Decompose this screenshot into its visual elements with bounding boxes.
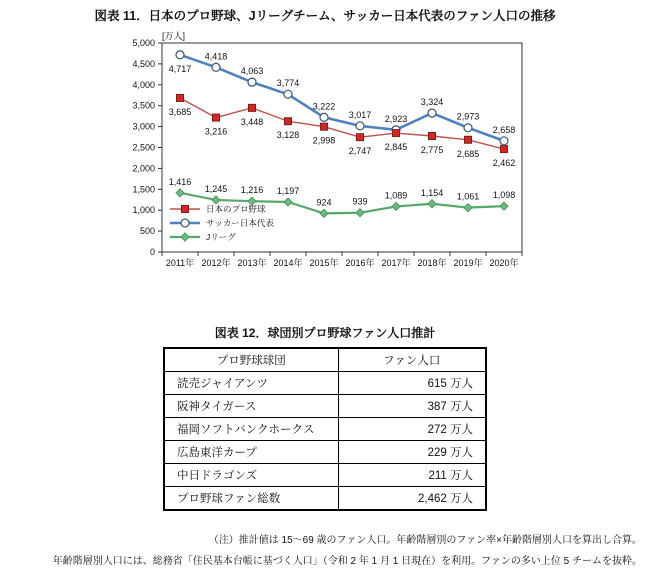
x-tick-label: 2016年: [345, 258, 375, 268]
data-point-marker: [429, 133, 436, 140]
footnote-line2: 年齢階層別人口には、総務省「住民基本台帳に基づく人口」（令和 2 年 1 月 1 日現在）を利用。ファンの多い上位 5 チームを抜粋。: [52, 556, 642, 567]
data-point-label: 2,998: [312, 135, 336, 146]
team-cell: 中日ドラゴンズ: [164, 464, 338, 487]
data-point-label: 1,197: [276, 185, 300, 196]
y-tick-label: 5,000: [132, 38, 155, 48]
data-point-label: 3,017: [348, 109, 372, 120]
data-point-label: 4,717: [168, 63, 192, 74]
data-point-marker: [357, 134, 364, 141]
legend-label: サッカー日本代表: [206, 218, 274, 228]
data-point-label: 2,685: [456, 148, 480, 159]
footnote-line1: （注）推計値は 15～69 歳のファン人口。年齢階層別のファン率×年齢階層別人口を算出し合算。: [208, 535, 642, 546]
y-tick-label: 2,500: [132, 142, 155, 153]
y-axis-unit-label: [万人]: [162, 31, 186, 41]
data-point-label: 2,658: [492, 124, 516, 135]
fan-count-cell: 229 万人: [338, 441, 486, 464]
footnotes: [8, 530, 642, 572]
x-tick-label: 2015年: [309, 258, 339, 268]
table-header-row: [164, 348, 486, 372]
y-tick-label: 3,500: [132, 100, 155, 111]
x-tick-label: 2018年: [417, 258, 447, 268]
x-tick-label: 2014年: [273, 258, 303, 268]
data-point-label: 4,418: [204, 51, 228, 62]
table-row: [164, 464, 486, 487]
team-cell: 阪神タイガース: [164, 395, 338, 418]
data-point-marker: [428, 109, 436, 117]
data-point-marker: [320, 113, 328, 121]
data-point-label: 4,063: [240, 66, 264, 77]
fig12-title: 図表 12．球団別プロ野球ファン人口推計: [214, 326, 436, 340]
data-point-marker: [181, 219, 189, 227]
data-point-marker: [182, 206, 189, 213]
y-tick-label: 1,000: [132, 205, 155, 216]
team-cell: プロ野球ファン総数: [164, 487, 338, 511]
fan-trend-chart: [0, 28, 650, 278]
data-point-marker: [248, 78, 256, 86]
legend-label: 日本のプロ野球: [206, 204, 266, 214]
data-point-label: 2,845: [384, 142, 408, 153]
y-tick-label: 4,500: [132, 58, 155, 69]
legend-item-日本のプロ野球: [170, 204, 266, 214]
fan-count-cell: 211 万人: [338, 464, 486, 487]
data-point-label: 3,324: [420, 97, 444, 108]
data-point-marker: [212, 63, 220, 71]
data-point-marker: [393, 130, 400, 137]
data-point-marker: [213, 114, 220, 121]
y-tick-label: 2,000: [132, 163, 155, 174]
table-body: [164, 372, 486, 511]
x-tick-label: 2020年: [489, 258, 519, 268]
table-row: [164, 418, 486, 441]
data-point-label: 3,685: [168, 106, 192, 117]
table-row: [164, 441, 486, 464]
team-cell: 福岡ソフトバンクホークス: [164, 418, 338, 441]
y-tick-label: 4,000: [132, 79, 155, 90]
x-tick-label: 2017年: [381, 258, 411, 268]
fan-count-cell: 2,462 万人: [338, 487, 486, 511]
y-tick-label: 1,500: [132, 184, 155, 195]
data-point-label: 1,245: [204, 183, 228, 194]
data-point-label: 3,216: [204, 126, 228, 137]
data-point-label: 2,923: [384, 113, 408, 124]
data-point-marker: [284, 90, 292, 98]
team-cell: 広島東洋カープ: [164, 441, 338, 464]
legend-label: Jリーグ: [206, 232, 236, 242]
table-row: [164, 487, 486, 511]
x-tick-label: 2012年: [201, 258, 231, 268]
data-point-label: 1,416: [168, 176, 192, 187]
fig11-title: 図表 11．日本のプロ野球、Jリーグチーム、サッカー日本代表のファン人口の推移: [94, 9, 556, 23]
data-point-marker: [501, 146, 508, 153]
data-point-label: 3,774: [276, 78, 300, 89]
x-tick-label: 2013年: [237, 258, 267, 268]
data-point-marker: [464, 124, 472, 132]
header-team: プロ野球球団: [164, 348, 338, 372]
fan-count-cell: 387 万人: [338, 395, 486, 418]
data-point-marker: [176, 51, 184, 59]
data-point-marker: [249, 104, 256, 111]
data-point-label: 939: [352, 196, 368, 207]
data-point-label: 3,128: [276, 130, 300, 141]
x-tick-label: 2019年: [453, 258, 483, 268]
fan-count-cell: 615 万人: [338, 372, 486, 395]
x-tick-label: 2011年: [165, 258, 195, 268]
data-point-marker: [465, 136, 472, 143]
table-row: [164, 395, 486, 418]
legend-item-サッカー日本代表: [170, 218, 274, 228]
fan-count-cell: 272 万人: [338, 418, 486, 441]
data-point-label: 2,462: [492, 158, 516, 169]
data-point-label: 3,222: [312, 101, 336, 112]
data-point-marker: [500, 137, 508, 145]
data-point-label: 1,098: [492, 190, 516, 201]
data-point-label: 1,089: [384, 190, 408, 201]
data-point-label: 1,061: [456, 191, 480, 202]
team-cell: 読売ジャイアンツ: [164, 372, 338, 395]
header-fans: ファン人口: [338, 348, 486, 372]
data-point-label: 924: [316, 197, 332, 208]
y-tick-label: 0: [149, 247, 155, 257]
table-row: [164, 372, 486, 395]
data-point-label: 2,775: [420, 145, 444, 156]
y-tick-label: 500: [139, 226, 155, 237]
data-point-marker: [356, 122, 364, 130]
y-tick-label: 3,000: [132, 121, 155, 132]
fan-population-table: [163, 347, 487, 511]
data-point-label: 1,216: [240, 185, 264, 196]
data-point-label: 2,973: [456, 111, 480, 122]
data-point-marker: [285, 118, 292, 125]
data-point-label: 3,448: [240, 116, 264, 127]
data-point-marker: [321, 123, 328, 130]
data-point-label: 2,747: [348, 146, 372, 157]
data-point-marker: [177, 94, 184, 101]
data-point-label: 1,154: [420, 187, 444, 198]
